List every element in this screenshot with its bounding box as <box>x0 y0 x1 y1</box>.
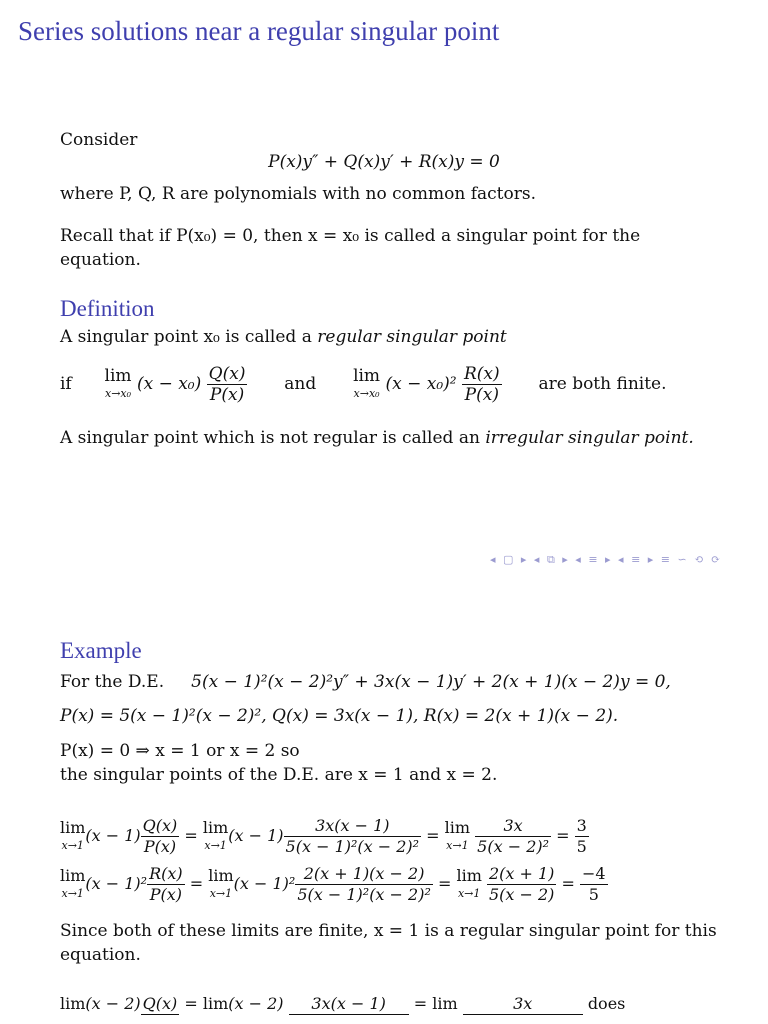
recall-text: Recall that if P(x₀) = 0, then x = x₀ is called a singular point for the equation. <box>60 226 641 270</box>
definition-line <box>60 325 507 349</box>
factor-1: (x − x₀) <box>136 374 202 394</box>
if-word: if <box>60 374 72 394</box>
de-equation: 5(x − 1)²(x − 2)²y″ + 3x(x − 1)y′ + 2(x + 1)(x − 2)y = 0, <box>191 672 671 692</box>
where-text: where P, Q, R are polynomials with no common factors. <box>60 184 536 204</box>
limit-2: lim x→x₀ <box>353 365 381 400</box>
factor-2: (x − x₀)² <box>385 374 457 394</box>
p-zero-line: P(x) = 0 ⇒ x = 1 or x = 2 so <box>60 741 300 761</box>
slide-title: Series solutions near a regular singular point <box>18 16 500 46</box>
example-heading: Example <box>60 638 142 663</box>
finite-text: are both finite. <box>538 374 667 394</box>
limit-1: lim x→x₀ <box>104 365 132 400</box>
definition-prefix: A singular point x₀ is called a <box>60 327 312 347</box>
limit-row-r: lim x→1 (x − 1)² $\frac{R(x)}{P(x)}$ = lim x→1 (x − 1)² $\frac{2(x + 1)(x - 2)}{\text{5(x − 1)²(x − 2)²}}$ = lim x→1 $\frac{2(x + 1)}{5(x - 2)}$ = $\frac{-4}{5}$ <box>60 864 606 904</box>
limit-row-x2-partial: lim(x − 2) Q(x) = lim(x − 2) 3x(x − 1) = lim 3x does <box>60 994 626 1013</box>
beamer-navigation-icons[interactable]: ◂ ▢ ▸ ◂ ⧉ ▸ ◂ ≡ ▸ ◂ ≡ ▸ ≡ ∽ ⟲ ⟳ <box>490 553 723 566</box>
since-text: Since both of these limits are finite, x = 1 is a regular singular point for this equation. <box>60 921 717 965</box>
definition-term: regular singular point <box>317 327 507 347</box>
irregular-line: A singular point which is not regular is called an irregular singular point. <box>60 428 694 448</box>
fraction-q-over-p: $\frac{Q(x)}{P(x)}$ <box>208 364 246 405</box>
definition-heading: Definition <box>60 296 155 321</box>
fraction-r-over-p: $\frac{R(x)}{P(x)}$ <box>464 364 500 405</box>
pqr-line: P(x) = 5(x − 1)²(x − 2)², Q(x) = 3x(x − 1), R(x) = 2(x + 1)(x − 2). <box>60 706 619 726</box>
and-word: and <box>284 374 317 394</box>
de-line: For the D.E. 5(x − 1)²(x − 2)²y″ + 3x(x − 1)y′ + 2(x + 1)(x − 2)y = 0, <box>60 672 671 692</box>
singular-points-line: the singular points of the D.E. are x = 1 and x = 2. <box>60 765 498 785</box>
consider-text: Consider <box>60 130 138 150</box>
limit-row-q: lim x→1 (x − 1) $\frac{Q(x)}{P(x)}$ = lim x→1 (x − 1) $\frac{3x(x - 1)}{\text{5(x − 1)²(x − 2)²}}$ = lim x→1 $\frac{3x}{\text{5(x − 2)²}}$ = $\frac{3}{5}$ <box>60 816 587 856</box>
main-equation: P(x)y″ + Q(x)y′ + R(x)y = 0 <box>268 152 500 172</box>
definition-condition <box>60 364 667 405</box>
irregular-term: irregular singular point. <box>485 428 694 448</box>
